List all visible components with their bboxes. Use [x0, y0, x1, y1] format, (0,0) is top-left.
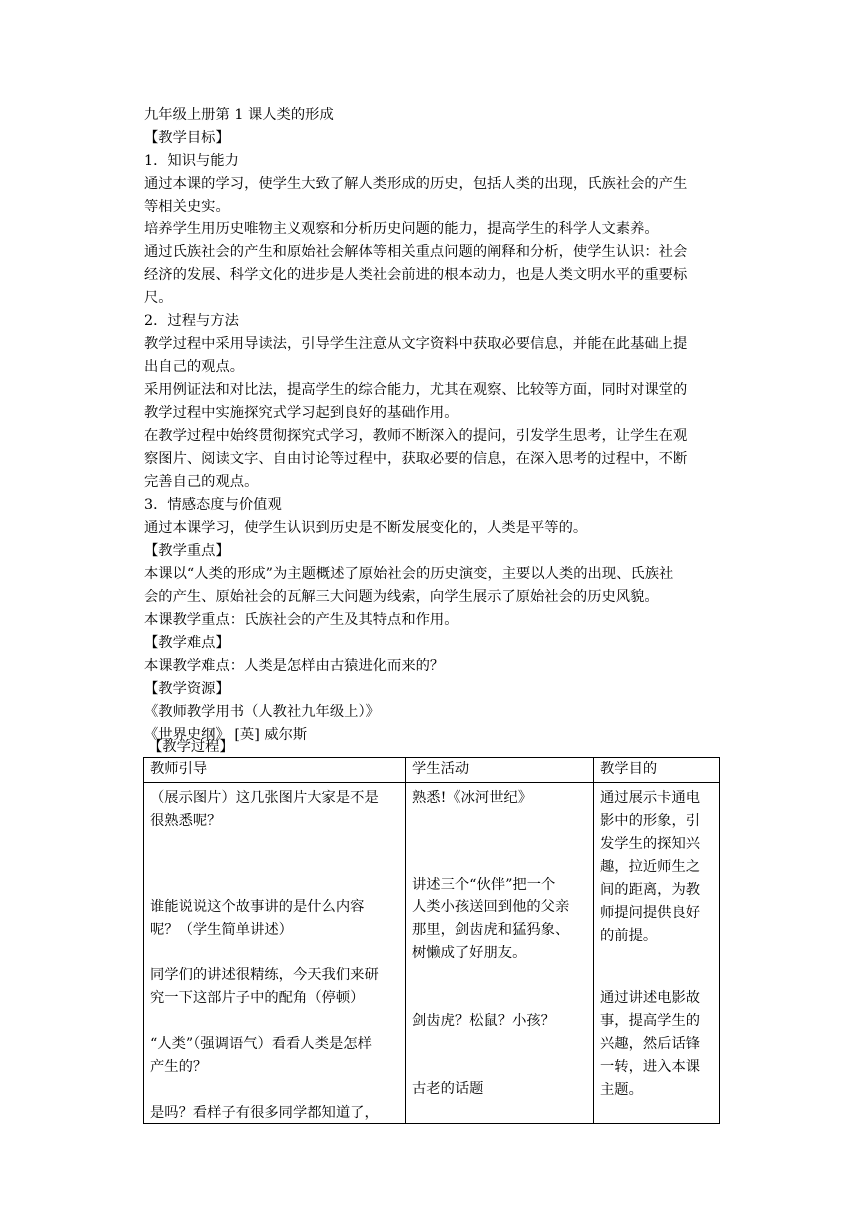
subheading-attitude: 3．情感态度与价值观 [144, 497, 282, 513]
cell-line: “人类”（强调语气）看看人类是怎样 [150, 1036, 372, 1052]
section-heading-resources: 【教学资源】 [144, 681, 230, 697]
cell-line: 人类小孩送回到他的父亲 [412, 899, 570, 915]
cell-line: 古老的话题 [412, 1081, 484, 1097]
paragraph-line: 本课教学重点：氏族社会的产生及其特点和作用。 [144, 612, 459, 628]
cell-line: 同学们的讲述很精练，今天我们来研 [150, 967, 379, 983]
paragraph-line: 通过本课学习，使学生认识到历史是不断发展变化的，人类是平等的。 [144, 520, 588, 536]
cell-line: 谁能说说这个故事讲的是什么内容 [150, 899, 365, 915]
cell-line: 讲述三个“伙伴”把一个 [412, 877, 556, 893]
paragraph-line: 等相关史实。 [144, 199, 230, 215]
paragraph-line: 通过本课的学习，使学生大致了解人类形成的历史，包括人类的出现，氏族社会的产生 [144, 176, 688, 192]
paragraph-line: 教学过程中实施探究式学习起到良好的基础作用。 [144, 405, 459, 421]
table-header-row [144, 758, 720, 783]
cell-line: 兴趣，然后话锋 [600, 1036, 701, 1052]
paragraph-line: 在教学过程中始终贯彻探究式学习，教师不断深入的提问，引发学生思考，让学生在观 [144, 428, 688, 444]
cell-line: 那里，剑齿虎和猛犸象、 [412, 922, 570, 938]
cell-line: 发学生的探知兴 [600, 836, 701, 852]
teaching-process-table [143, 757, 720, 1124]
cell-line: 呢？（学生简单讲述） [150, 922, 293, 938]
cell-line: 熟悉!《冰河世纪》 [412, 790, 533, 806]
paragraph-line: 本课教学难点：人类是怎样由古猿进化而来的？ [144, 658, 445, 674]
paragraph-line: 出自己的观点。 [144, 359, 245, 375]
section-heading-goals: 【教学目标】 [144, 130, 230, 146]
paragraph-line: 通过氏族社会的产生和原始社会解体等相关重点问题的阐释和分析，使学生认识：社会 [144, 244, 688, 260]
paragraph-line: 教学过程中采用导读法，引导学生注意从文字资料中获取必要信息，并能在此基础上提 [144, 336, 688, 352]
cell-line: 树懒成了好朋友。 [412, 945, 527, 961]
resource-item: 《世界史纲》 [英] 威尔斯 [144, 727, 308, 743]
cell-teaching-purpose [594, 783, 720, 1124]
cell-line: 剑齿虎？松鼠？小孩？ [412, 1013, 555, 1029]
cell-line: 产生的？ [150, 1059, 208, 1075]
cell-line: 究一下这部片子中的配角（停顿） [150, 990, 365, 1006]
cell-line: 通过讲述电影故 [600, 990, 701, 1006]
header-teacher-guidance: 教师引导 [144, 758, 406, 783]
section-heading-key: 【教学重点】 [144, 543, 230, 559]
cell-teacher-guidance [144, 783, 406, 1124]
paragraph-line: 经济的发展、科学文化的进步是人类社会前进的根本动力，也是人类文明水平的重要标 [144, 267, 688, 283]
lesson-title: 九年级上册第 1 课人类的形成 [144, 107, 334, 123]
table-row [144, 783, 720, 1124]
paragraph-line: 采用例证法和对比法，提高学生的综合能力，尤其在观察、比较等方面，同时对课堂的 [144, 382, 688, 398]
cell-line: （展示图片）这几张图片大家是不是 [150, 790, 379, 806]
header-student-activity: 学生活动 [406, 758, 594, 783]
cell-line: 很熟悉呢？ [150, 813, 222, 829]
paragraph-line: 完善自己的观点。 [144, 474, 259, 490]
cell-line: 主题。 [600, 1082, 643, 1098]
resource-item: 《教师教学用书（人教社九年级上）》 [144, 704, 380, 720]
section-heading-process: 【教学过程】 [148, 739, 234, 755]
paragraph-line: 会的产生、原始社会的瓦解三大问题为线索，向学生展示了原始社会的历史风貌。 [144, 589, 659, 605]
paragraph-line: 本课以“人类的形成”为主题概述了原始社会的历史演变，主要以人类的出现、氏族社 [144, 566, 674, 582]
paragraph-line: 尺。 [144, 290, 173, 306]
cell-line: 趣，拉近师生之 [600, 859, 701, 875]
cell-line: 通过展示卡通电 [600, 790, 701, 806]
subheading-process: 2．过程与方法 [144, 313, 239, 329]
cell-line: 是吗？看样子有很多同学都知道了， [150, 1105, 379, 1121]
cell-line: 间的距离，为教 [600, 882, 701, 898]
cell-line: 的前提。 [600, 928, 658, 944]
cell-line: 师提问提供良好 [600, 905, 701, 921]
cell-line: 影中的形象，引 [600, 813, 701, 829]
paragraph-line: 察图片、阅读文字、自由讨论等过程中，获取必要的信息，在深入思考的过程中，不断 [144, 451, 688, 467]
cell-student-activity [406, 783, 594, 1124]
cell-line: 一转，进入本课 [600, 1059, 701, 1075]
cell-line: 事，提高学生的 [600, 1013, 701, 1029]
section-heading-difficulty: 【教学难点】 [144, 635, 230, 651]
header-teaching-purpose: 教学目的 [594, 758, 720, 783]
paragraph-line: 培养学生用历史唯物主义观察和分析历史问题的能力，提高学生的科学人文素养。 [144, 221, 659, 237]
subheading-knowledge: 1．知识与能力 [144, 153, 239, 169]
